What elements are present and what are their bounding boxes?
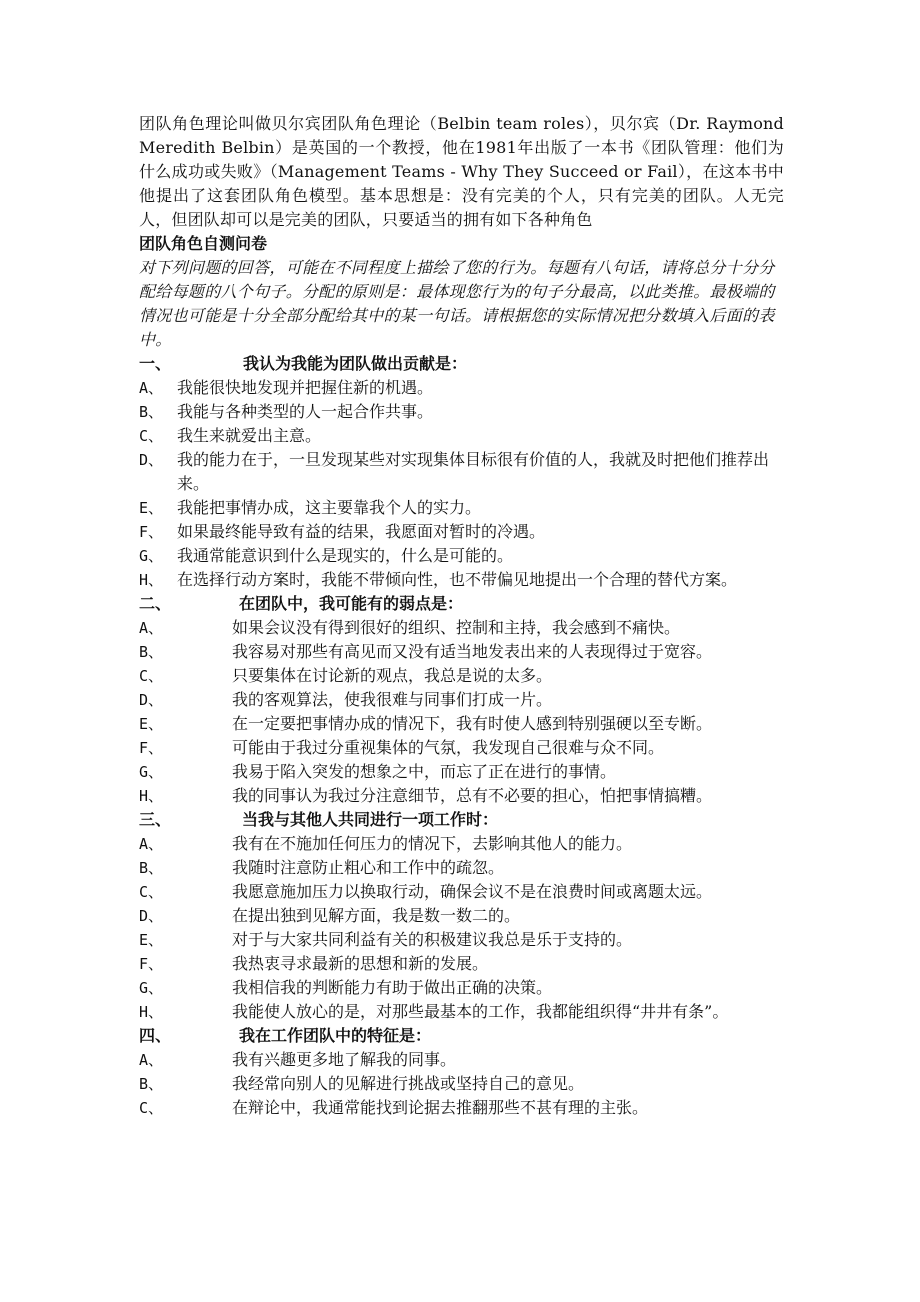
statement-item [139,1048,784,1072]
item-text: 对于与大家共同利益有关的积极建议我总是乐于支持的。 [232,930,633,949]
section-1 [139,352,784,592]
statement-item [139,448,784,496]
statement-item [139,904,784,928]
statement-item [139,976,784,1000]
section-heading [139,1024,784,1048]
item-letter: A、 [139,379,164,397]
item-letter: D、 [139,691,164,709]
item-text: 我能很快地发现并把握住新的机遇。 [177,378,434,397]
item-text: 我的能力在于，一旦发现某些对实现集体目标很有价值的人，我就及时把他们推荐出来。 [177,450,770,493]
item-text: 我能与各种类型的人一起合作共事。 [177,402,434,421]
item-letter: C、 [139,667,164,685]
item-letter: H、 [139,787,164,805]
item-letter: C、 [139,1099,164,1117]
section-title: 在团队中，我可能有的弱点是： [239,594,464,613]
questionnaire-title: 团队角色自测问卷 [139,234,268,253]
item-letter: H、 [139,1003,164,1021]
item-text: 如果最终能导致有益的结果，我愿面对暂时的冷遇。 [177,522,546,541]
statement-item [139,664,784,688]
item-text: 我有兴趣更多地了解我的同事。 [232,1050,457,1069]
item-text: 我随时注意防止粗心和工作中的疏忽。 [232,858,505,877]
statement-item [139,424,784,448]
item-letter: D、 [139,907,164,925]
item-text: 我有在不施加任何压力的情况下，去影响其他人的能力。 [232,834,633,853]
item-text: 我的客观算法，使我很难与同事们打成一片。 [232,690,553,709]
statement-item [139,952,784,976]
section-4 [139,1024,784,1120]
item-letter: H、 [139,571,164,589]
item-text: 我能把事情办成，这主要靠我个人的实力。 [177,498,482,517]
item-letter: G、 [139,763,164,781]
item-letter: F、 [139,955,164,973]
section-number: 二、 [139,594,172,613]
item-letter: F、 [139,739,164,757]
item-letter: E、 [139,499,164,517]
statement-item [139,568,784,592]
item-text: 我的同事认为我过分注意细节，总有不必要的担心，怕把事情搞糟。 [232,786,713,805]
item-text: 只要集体在讨论新的观点，我总是说的太多。 [232,666,553,685]
statement-item [139,496,784,520]
item-text: 在辩论中，我通常能找到论据去推翻那些不甚有理的主张。 [232,1098,649,1117]
item-letter: B、 [139,643,164,661]
item-text: 我生来就爱出主意。 [177,426,322,445]
item-text: 可能由于我过分重视集体的气氛，我发现自己很难与众不同。 [232,738,665,757]
statement-item [139,832,784,856]
item-text: 我经常向别人的见解进行挑战或坚持自己的意见。 [232,1074,585,1093]
item-letter: B、 [139,403,164,421]
statement-item [139,760,784,784]
item-letter: E、 [139,715,164,733]
section-heading [139,352,784,376]
section-number: 四、 [139,1026,172,1045]
instructions-paragraph: 对下列问题的回答，可能在不同程度上描绘了您的行为。每题有八句话，请将总分十分分配给每题的八个句子。分配的原则是：最体现您行为的句子分最高，以此类推。最极端的情况也可能是十分全部分配给其中的某一句话。请根据您的实际情况把分数填入后面的表中。 [139,258,775,349]
statement-item [139,856,784,880]
item-text: 如果会议没有得到很好的组织、控制和主持，我会感到不痛快。 [232,618,681,637]
item-letter: A、 [139,1051,164,1069]
statement-item [139,1000,784,1024]
section-number: 三、 [139,810,172,829]
item-letter: F、 [139,523,164,541]
section-title: 我在工作团队中的特征是： [239,1026,432,1045]
item-text: 我易于陷入突发的想象之中，而忘了正在进行的事情。 [232,762,617,781]
item-letter: A、 [139,619,164,637]
item-text: 在选择行动方案时，我能不带倾向性，也不带偏见地提出一个合理的替代方案。 [177,570,738,589]
statement-item [139,400,784,424]
statement-item [139,712,784,736]
section-3 [139,808,784,1024]
item-text: 我容易对那些有高见而又没有适当地发表出来的人表现得过于宽容。 [232,642,713,661]
statement-item [139,544,784,568]
item-letter: D、 [139,451,164,469]
item-letter: C、 [139,883,164,901]
section-heading [139,592,784,616]
item-letter: C、 [139,427,164,445]
statement-item [139,928,784,952]
item-text: 在一定要把事情办成的情况下，我有时使人感到特别强硬以至专断。 [232,714,713,733]
item-text: 我通常能意识到什么是现实的，什么是可能的。 [177,546,514,565]
statement-item [139,520,784,544]
statement-item [139,616,784,640]
item-letter: G、 [139,979,164,997]
section-title: 我认为我能为团队做出贡献是： [243,354,468,373]
statement-item [139,880,784,904]
statement-item [139,688,784,712]
statement-item [139,1096,784,1120]
item-text: 我相信我的判断能力有助于做出正确的决策。 [232,978,553,997]
item-text: 我愿意施加压力以换取行动，确保会议不是在浪费时间或离题太远。 [232,882,713,901]
item-letter: E、 [139,931,164,949]
section-title: 当我与其他人共同进行一项工作时： [242,810,499,829]
item-text: 我能使人放心的是，对那些最基本的工作，我都能组织得“井井有条”。 [232,1002,729,1021]
statement-item [139,736,784,760]
statement-item [139,640,784,664]
item-letter: B、 [139,859,164,877]
item-text: 我热衷寻求最新的思想和新的发展。 [232,954,489,973]
document-page [139,112,784,1120]
section-heading [139,808,784,832]
item-letter: G、 [139,547,164,565]
item-text: 在提出独到见解方面，我是数一数二的。 [232,906,521,925]
section-number: 一、 [139,354,172,373]
item-letter: B、 [139,1075,164,1093]
statement-item [139,784,784,808]
statement-item [139,376,784,400]
statement-item [139,1072,784,1096]
section-2 [139,592,784,808]
item-letter: A、 [139,835,164,853]
intro-paragraph: 团队角色理论叫做贝尔宾团队角色理论（Belbin team roles），贝尔宾（Dr. Raymond Meredith Belbin）是英国的一个教授，他在1981年出版了一本书《团队管理：他们为什么成功或失败》（Management Teams - Why They Succeed or Fail），在这本书中他提出了这套团队角色模型。基本思想是：没有完美的个人，只有完美的团队。人无完人，但团队却可以是完美的团队，只要适当的拥有如下各种角色 [139,114,784,229]
